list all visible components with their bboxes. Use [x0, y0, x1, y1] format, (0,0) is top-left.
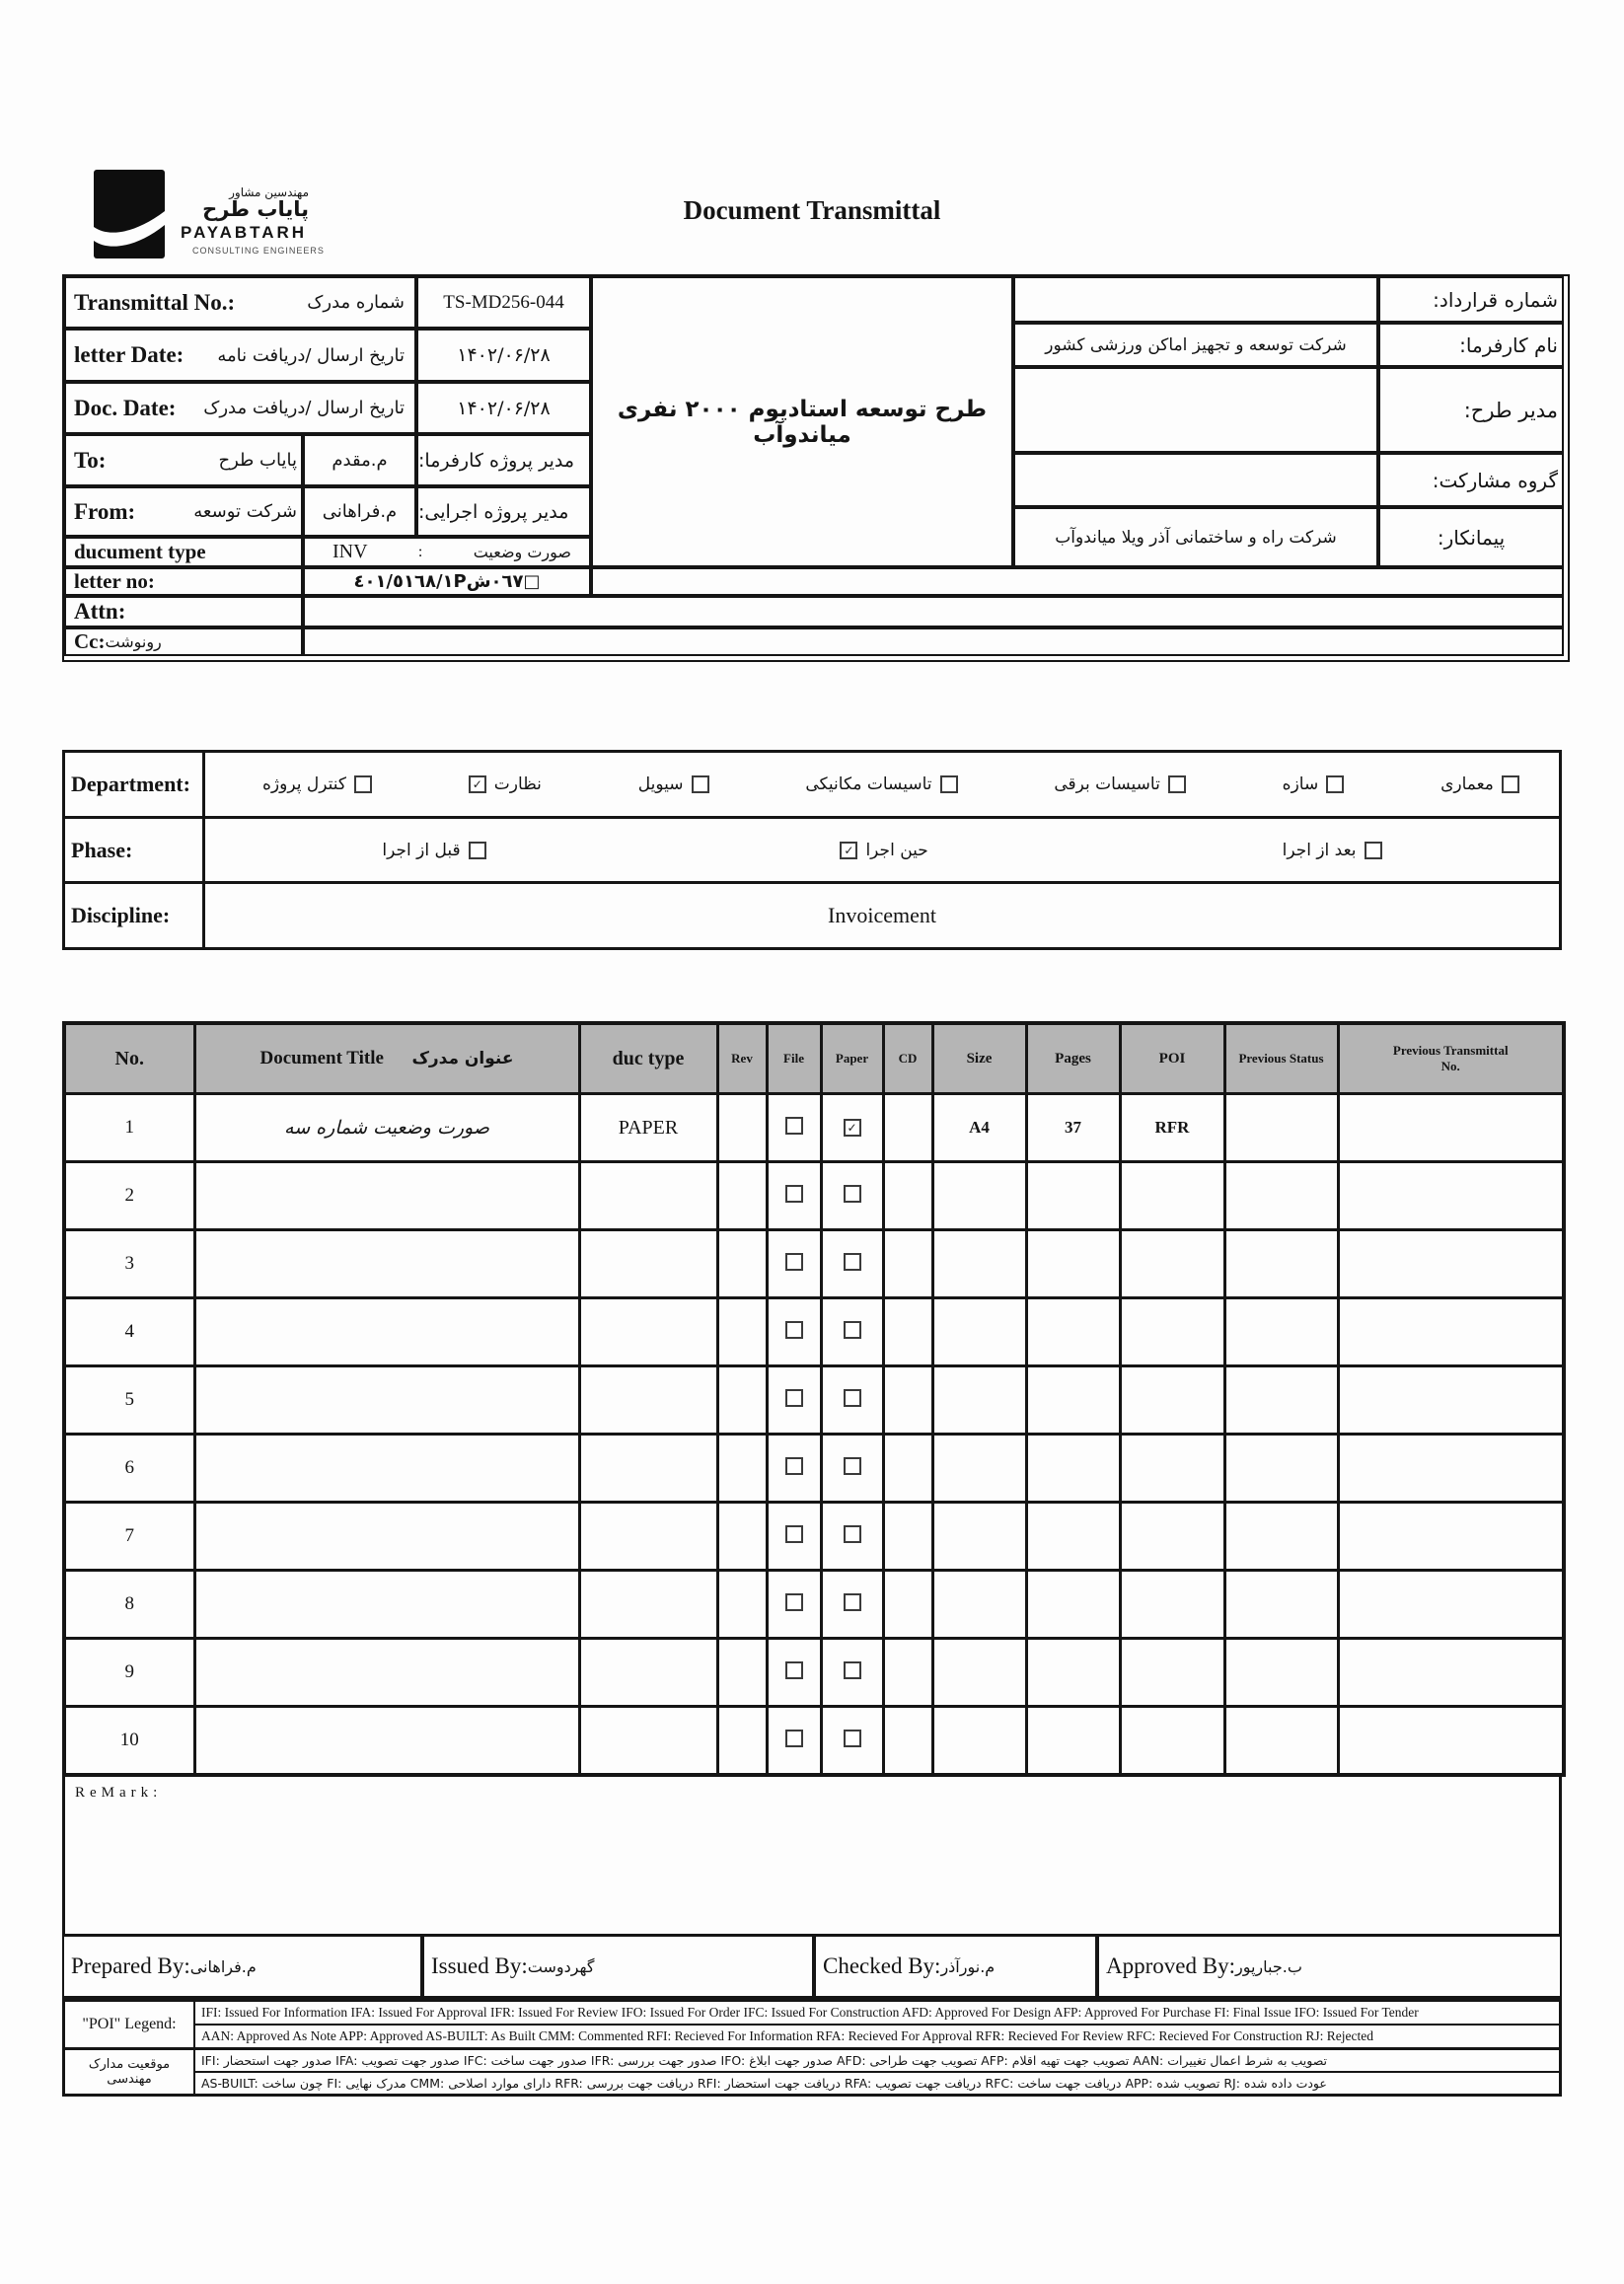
paper-checkbox[interactable] — [844, 1525, 861, 1543]
cell-file — [767, 1094, 821, 1162]
doc-table-row — [64, 1503, 1564, 1571]
file-checkbox[interactable] — [785, 1730, 803, 1747]
cell-size — [932, 1162, 1026, 1230]
docs-status-section — [65, 2047, 1559, 2094]
cell-pages — [1026, 1707, 1120, 1776]
cell-no: 6 — [64, 1435, 194, 1503]
issued-by-name: گهردوست — [527, 1956, 595, 1976]
doc-table-row — [64, 1230, 1564, 1298]
cell-pages — [1026, 1571, 1120, 1639]
cell-no: 2 — [64, 1162, 194, 1230]
cell-prev-transmittal — [1338, 1162, 1564, 1230]
letter-date-label-fa: تاریخ ارسال /دریافت نامه — [217, 344, 405, 366]
prepared-by-label: Prepared By: — [71, 1953, 190, 1978]
cell-duc-type — [579, 1366, 717, 1435]
doc-date-value: ۱۴۰۲/۰۶/۲۸ — [416, 382, 591, 434]
letter-date-label-cell — [64, 329, 416, 382]
paper-checkbox[interactable] — [844, 1253, 861, 1271]
prepared-by-cell — [62, 1937, 422, 1998]
letter-no-row-filler-cell — [591, 567, 1564, 596]
paper-checkbox[interactable] — [844, 1730, 861, 1747]
poi-legend-en-lines — [195, 2002, 1559, 2047]
cell-title: صورت وضعیت شماره سه — [194, 1094, 579, 1162]
cell-file — [767, 1162, 821, 1230]
cell-prev-transmittal — [1338, 1639, 1564, 1707]
header-title-en: Document Title — [259, 1048, 384, 1068]
department-checkbox[interactable] — [940, 775, 958, 793]
cell-pages — [1026, 1435, 1120, 1503]
cell-duc-type — [579, 1162, 717, 1230]
cell-cd — [883, 1707, 932, 1776]
cell-title — [194, 1230, 579, 1298]
document-type-label: ducument type — [74, 540, 206, 563]
document-type-value: INV — [332, 541, 368, 562]
cell-prev-status — [1224, 1298, 1338, 1366]
remark-box — [62, 1777, 1562, 1937]
cell-prev-status — [1224, 1707, 1338, 1776]
cell-pages — [1026, 1366, 1120, 1435]
header-paper: Paper — [821, 1023, 883, 1094]
cell-pages — [1026, 1230, 1120, 1298]
paper-checkbox[interactable] — [844, 1321, 861, 1339]
header-cd: CD — [883, 1023, 932, 1094]
client-name-value: شرکت توسعه و تجهیز اماکن ورزشی کشور — [1013, 323, 1378, 367]
cell-poi — [1120, 1503, 1224, 1571]
approved-by-name: ب.جبارپور — [1234, 1956, 1302, 1976]
phase-row — [65, 819, 1559, 885]
cell-size — [932, 1639, 1026, 1707]
cell-rev — [717, 1094, 767, 1162]
doc-table-row — [64, 1366, 1564, 1435]
department-checkbox-label: کنترل پروژه — [262, 774, 346, 794]
document-type-colon: : — [417, 543, 423, 560]
header-no: No. — [64, 1023, 194, 1094]
project-title: طرح توسعه استادیوم ۲۰۰۰ نفری میاندوآب — [591, 276, 1013, 567]
paper-checkbox[interactable] — [844, 1457, 861, 1475]
legend-line-2: AAN: Approved As Note APP: Approved AS-BUILT: As Built CMM: Commented RFI: Recieved For Information RFA: Recieved For Approval RFR: Recieved For Review RFC: Recieved For Construction RJ: Rejected — [201, 2028, 1374, 2043]
cell-duc-type — [579, 1230, 717, 1298]
signature-row — [62, 1937, 1562, 1998]
file-checkbox[interactable] — [785, 1389, 803, 1407]
header-poi: POI — [1120, 1023, 1224, 1094]
checked-by-label: Checked By: — [823, 1953, 941, 1978]
file-checkbox[interactable] — [785, 1661, 803, 1679]
poi-legend-label: "POI" Legend: — [65, 2002, 195, 2047]
cell-cd — [883, 1435, 932, 1503]
department-option — [262, 774, 372, 794]
cell-cd — [883, 1298, 932, 1366]
document-list-section — [62, 1021, 1562, 2097]
cell-title — [194, 1435, 579, 1503]
department-checkbox-label: تاسیسات برقی — [1054, 774, 1160, 794]
doc-date-label-cell — [64, 382, 416, 434]
cell-cd — [883, 1366, 932, 1435]
cell-title — [194, 1707, 579, 1776]
from-value: شرکت توسعه — [193, 501, 297, 522]
plan-manager-value — [1013, 367, 1378, 453]
logo-en-name: PAYABTARH — [181, 223, 308, 242]
cell-poi — [1120, 1707, 1224, 1776]
attn-label-cell — [64, 596, 303, 627]
cell-prev-status — [1224, 1435, 1338, 1503]
to-label: To: — [74, 447, 107, 473]
department-checkbox[interactable] — [1326, 775, 1344, 793]
cell-no: 3 — [64, 1230, 194, 1298]
doc-table-row — [64, 1094, 1564, 1162]
cell-file — [767, 1503, 821, 1571]
doc-table-row — [64, 1707, 1564, 1776]
department-checkbox[interactable]: ✓ — [469, 775, 486, 793]
phase-option — [382, 841, 485, 860]
department-checkbox-label: معماری — [1440, 774, 1494, 794]
cell-duc-type — [579, 1435, 717, 1503]
cell-size — [932, 1503, 1026, 1571]
remark-label: ReMark: — [75, 1785, 163, 1801]
cell-file — [767, 1435, 821, 1503]
department-checkbox-label: نظارت — [493, 774, 542, 794]
cell-file — [767, 1571, 821, 1639]
classification-table — [62, 750, 1562, 950]
paper-checkbox[interactable] — [844, 1389, 861, 1407]
header-file: File — [767, 1023, 821, 1094]
department-label: Department: — [65, 753, 205, 816]
letter-no-label-cell — [64, 567, 303, 596]
cell-paper — [821, 1707, 883, 1776]
cell-rev — [717, 1298, 767, 1366]
header-previous-status: Previous Status — [1224, 1023, 1338, 1094]
partnership-group-label: گروه مشارکت: — [1378, 453, 1564, 507]
doc-date-label-en: Doc. Date: — [74, 395, 177, 420]
approved-by-cell — [1097, 1937, 1562, 1998]
contractor-value: شرکت راه و ساختمانی آذر ویلا میاندوآب — [1013, 507, 1378, 567]
checked-by-cell — [814, 1937, 1097, 1998]
logo-en-subtitle: CONSULTING ENGINEERS — [192, 246, 325, 256]
cell-no: 8 — [64, 1571, 194, 1639]
file-checkbox[interactable] — [785, 1457, 803, 1475]
header-pages: Pages — [1026, 1023, 1120, 1094]
document-type-label-cell — [64, 537, 303, 567]
doc-table-row — [64, 1435, 1564, 1503]
cell-title — [194, 1639, 579, 1707]
cell-size — [932, 1230, 1026, 1298]
cell-rev — [717, 1366, 767, 1435]
transmittal-no-label-fa: شماره مدرک — [307, 292, 405, 313]
cell-paper — [821, 1503, 883, 1571]
cc-label-en: Cc: — [74, 629, 106, 653]
department-checkbox[interactable] — [1168, 775, 1186, 793]
header-duc-type: duc type — [579, 1023, 717, 1094]
attn-label: Attn: — [74, 599, 126, 624]
info-table — [62, 274, 1570, 662]
cell-paper — [821, 1435, 883, 1503]
approved-by-label: Approved By: — [1106, 1953, 1235, 1978]
file-checkbox[interactable] — [785, 1117, 803, 1135]
cell-cd — [883, 1094, 932, 1162]
department-option — [805, 774, 957, 794]
paper-checkbox[interactable]: ✓ — [844, 1119, 861, 1137]
phase-checkbox-label: قبل از اجرا — [382, 840, 461, 860]
cell-title — [194, 1162, 579, 1230]
department-checkbox-label: سیویل — [637, 774, 684, 794]
cell-size — [932, 1707, 1026, 1776]
doc-table-header-row — [64, 1023, 1564, 1094]
cell-no: 1 — [64, 1094, 194, 1162]
paper-checkbox[interactable] — [844, 1185, 861, 1203]
cell-prev-status — [1224, 1230, 1338, 1298]
header-size: Size — [932, 1023, 1026, 1094]
legend-line-3: IFI: صدور جهت استحضار IFA: صدور جهت تصویب IFC: صدور جهت ساخت IFR: صدور جهت بررسی IFO: صدور جهت ابلاغ AFD: تصویب جهت طراحی AFP: تصویب جهت تهیه اقلام AAN: تصویب به شرط اعمال تغییرات — [195, 2050, 1559, 2073]
cell-title — [194, 1571, 579, 1639]
cell-poi — [1120, 1571, 1224, 1639]
partnership-group-value — [1013, 453, 1378, 507]
department-checkbox[interactable] — [692, 775, 709, 793]
cell-no: 4 — [64, 1298, 194, 1366]
department-option — [1440, 774, 1519, 794]
prepared-by-name: م.فراهانی — [189, 1956, 257, 1976]
department-option — [1283, 774, 1345, 794]
cell-file — [767, 1230, 821, 1298]
legend-line-1: IFI: Issued For Information IFA: Issued For Approval IFR: Issued For Review IFO: Issued For Order IFC: Issued For Construction AFD: Approved For Design AFP: Approved For Purchase FI: Final Issue IFO: Issued For Tender — [195, 2002, 1559, 2026]
discipline-row — [65, 884, 1559, 947]
letter-date-label-en: letter Date: — [74, 342, 185, 367]
doc-table-row — [64, 1571, 1564, 1639]
department-checkbox-label: سازه — [1282, 774, 1319, 794]
phase-checkbox[interactable] — [469, 842, 486, 859]
cell-title — [194, 1503, 579, 1571]
cell-size — [932, 1298, 1026, 1366]
plan-manager-label: مدیر طرح: — [1378, 367, 1564, 453]
cell-rev — [717, 1571, 767, 1639]
cell-pages — [1026, 1503, 1120, 1571]
checked-by-name: م.نورآذر — [940, 1956, 996, 1976]
cell-prev-transmittal — [1338, 1366, 1564, 1435]
cell-poi: RFR — [1120, 1094, 1224, 1162]
cell-size — [932, 1366, 1026, 1435]
doc-table-row — [64, 1298, 1564, 1366]
cell-prev-status — [1224, 1503, 1338, 1571]
cell-cd — [883, 1230, 932, 1298]
cell-file — [767, 1707, 821, 1776]
phase-option — [840, 841, 927, 860]
file-checkbox[interactable] — [785, 1185, 803, 1203]
header-rev: Rev — [717, 1023, 767, 1094]
department-checkbox[interactable] — [354, 775, 372, 793]
cell-no: 7 — [64, 1503, 194, 1571]
cell-prev-transmittal — [1338, 1435, 1564, 1503]
cell-pages — [1026, 1639, 1120, 1707]
cell-prev-status — [1224, 1571, 1338, 1639]
letter-no-label: letter no: — [74, 569, 155, 593]
attn-value-cell — [303, 596, 1564, 627]
logo-fa-name: پایاب طرح — [202, 197, 309, 221]
docs-status-label: موقعیت مدارک مهندسی — [65, 2050, 195, 2094]
doc-table-body — [64, 1094, 1564, 1776]
department-option — [469, 774, 542, 794]
issued-by-cell — [422, 1937, 814, 1998]
paper-checkbox[interactable] — [844, 1593, 861, 1611]
cell-paper — [821, 1298, 883, 1366]
cell-duc-type — [579, 1298, 717, 1366]
transmittal-no-value: TS-MD256-044 — [416, 276, 591, 329]
contractor-label: پیمانکار: — [1378, 507, 1564, 567]
phase-checkbox[interactable] — [1365, 842, 1382, 859]
cell-poi — [1120, 1298, 1224, 1366]
department-row — [65, 753, 1559, 819]
transmittal-no-label-cell — [64, 276, 416, 329]
cell-rev — [717, 1162, 767, 1230]
letter-no-value: ٤٠١/٥١٦٨/١Pش٠٦٧□ — [303, 567, 591, 596]
contract-no-label: شماره قرارداد: — [1378, 276, 1564, 323]
cell-poi — [1120, 1435, 1224, 1503]
contract-no-value — [1013, 276, 1378, 323]
cell-prev-transmittal — [1338, 1707, 1564, 1776]
cell-pages — [1026, 1298, 1120, 1366]
phase-option — [1283, 841, 1382, 860]
cell-poi — [1120, 1230, 1224, 1298]
cell-duc-type — [579, 1571, 717, 1639]
cell-no: 9 — [64, 1639, 194, 1707]
from-person: م.فراهانی — [303, 486, 416, 537]
cell-prev-status — [1224, 1094, 1338, 1162]
issued-by-label: Issued By: — [431, 1953, 528, 1978]
file-checkbox[interactable] — [785, 1321, 803, 1339]
cell-duc-type: PAPER — [579, 1094, 717, 1162]
discipline-label: Discipline: — [65, 884, 205, 947]
cell-prev-status — [1224, 1366, 1338, 1435]
cell-prev-status — [1224, 1639, 1338, 1707]
document-table — [62, 1021, 1566, 1777]
cell-paper — [821, 1094, 883, 1162]
letter-date-value: ۱۴۰۲/۰۶/۲۸ — [416, 329, 591, 382]
department-checkbox[interactable] — [1502, 775, 1519, 793]
cell-prev-transmittal — [1338, 1298, 1564, 1366]
to-value: پایاب طرح — [218, 450, 297, 471]
poi-legend-fa-lines — [195, 2050, 1559, 2094]
cell-prev-transmittal — [1338, 1230, 1564, 1298]
cell-no: 5 — [64, 1366, 194, 1435]
cell-file — [767, 1298, 821, 1366]
phase-checkbox-label: بعد از اجرا — [1282, 840, 1357, 860]
header-title-fa: عنوان مدرک — [411, 1049, 514, 1068]
poi-legend-en-section — [65, 2002, 1559, 2047]
from-cell — [64, 486, 303, 537]
cell-prev-status — [1224, 1162, 1338, 1230]
header-document-title — [194, 1023, 579, 1094]
cell-poi — [1120, 1639, 1224, 1707]
header-previous-transmittal-no: Previous Transmittal No. — [1338, 1023, 1564, 1094]
cell-duc-type — [579, 1707, 717, 1776]
poi-legend-table — [62, 1998, 1562, 2097]
cell-cd — [883, 1639, 932, 1707]
cell-pages: 37 — [1026, 1094, 1120, 1162]
cell-size: A4 — [932, 1094, 1026, 1162]
cell-cd — [883, 1503, 932, 1571]
page-title: Document Transmittal — [683, 195, 941, 225]
transmittal-no-label-en: Transmittal No.: — [74, 289, 236, 315]
cell-cd — [883, 1571, 932, 1639]
document-type-value-cell — [303, 537, 591, 567]
file-checkbox[interactable] — [785, 1253, 803, 1271]
client-name-label: نام کارفرما: — [1378, 323, 1564, 367]
cell-prev-transmittal — [1338, 1094, 1564, 1162]
cell-title — [194, 1298, 579, 1366]
cell-pages — [1026, 1162, 1120, 1230]
to-cell — [64, 434, 303, 486]
cell-cd — [883, 1162, 932, 1230]
phase-checkbox-label: حین اجرا — [865, 840, 928, 860]
file-checkbox[interactable] — [785, 1525, 803, 1543]
phase-label: Phase: — [65, 819, 205, 882]
file-checkbox[interactable] — [785, 1593, 803, 1611]
cell-prev-transmittal — [1338, 1571, 1564, 1639]
cell-paper — [821, 1366, 883, 1435]
cell-poi — [1120, 1366, 1224, 1435]
cell-duc-type — [579, 1503, 717, 1571]
cell-paper — [821, 1230, 883, 1298]
logo-fa-tagline: مهندسین مشاور — [229, 185, 309, 199]
cc-label-cell — [64, 627, 303, 656]
phase-checkbox[interactable]: ✓ — [840, 842, 857, 859]
cell-size — [932, 1571, 1026, 1639]
discipline-value: Invoicement — [828, 903, 936, 928]
department-option — [638, 774, 709, 794]
cell-prev-transmittal — [1338, 1503, 1564, 1571]
cell-rev — [717, 1230, 767, 1298]
department-option — [1054, 774, 1185, 794]
document-type-label-fa: صورت وضعیت — [473, 543, 571, 561]
phase-options — [205, 819, 1559, 882]
cell-no: 10 — [64, 1707, 194, 1776]
cell-paper — [821, 1571, 883, 1639]
doc-table-row — [64, 1162, 1564, 1230]
cell-poi — [1120, 1162, 1224, 1230]
doc-date-label-fa: تاریخ ارسال /دریافت مدرک — [203, 398, 405, 418]
cell-paper — [821, 1639, 883, 1707]
cell-file — [767, 1639, 821, 1707]
cell-rev — [717, 1639, 767, 1707]
to-person: م.مقدم — [303, 434, 416, 486]
cell-rev — [717, 1435, 767, 1503]
paper-checkbox[interactable] — [844, 1661, 861, 1679]
to-role: مدیر پروژه کارفرما: — [416, 434, 591, 486]
cell-title — [194, 1366, 579, 1435]
cell-rev — [717, 1707, 767, 1776]
department-options — [205, 753, 1559, 816]
cc-label-fa: رونوشت — [105, 632, 162, 651]
cc-value-cell — [303, 627, 1564, 656]
from-role: مدیر پروژه اجرایی: — [416, 486, 591, 537]
from-label: From: — [74, 498, 136, 524]
legend-line-4: AS-BUILT: چون ساخت FI: مدرک نهایی CMM: دارای موارد اصلاحی RFR: دریافت جهت بررسی RFI: دریافت جهت استحضار RFA: دریافت جهت تصویب RFC: دریافت جهت ساخت APP: تصویب شده RJ: عودت داده شده — [201, 2076, 1327, 2091]
doc-table-row — [64, 1639, 1564, 1707]
cell-rev — [717, 1503, 767, 1571]
cell-size — [932, 1435, 1026, 1503]
cell-file — [767, 1366, 821, 1435]
department-checkbox-label: تاسیسات مکانیکی — [805, 774, 932, 794]
cell-paper — [821, 1162, 883, 1230]
cell-duc-type — [579, 1639, 717, 1707]
